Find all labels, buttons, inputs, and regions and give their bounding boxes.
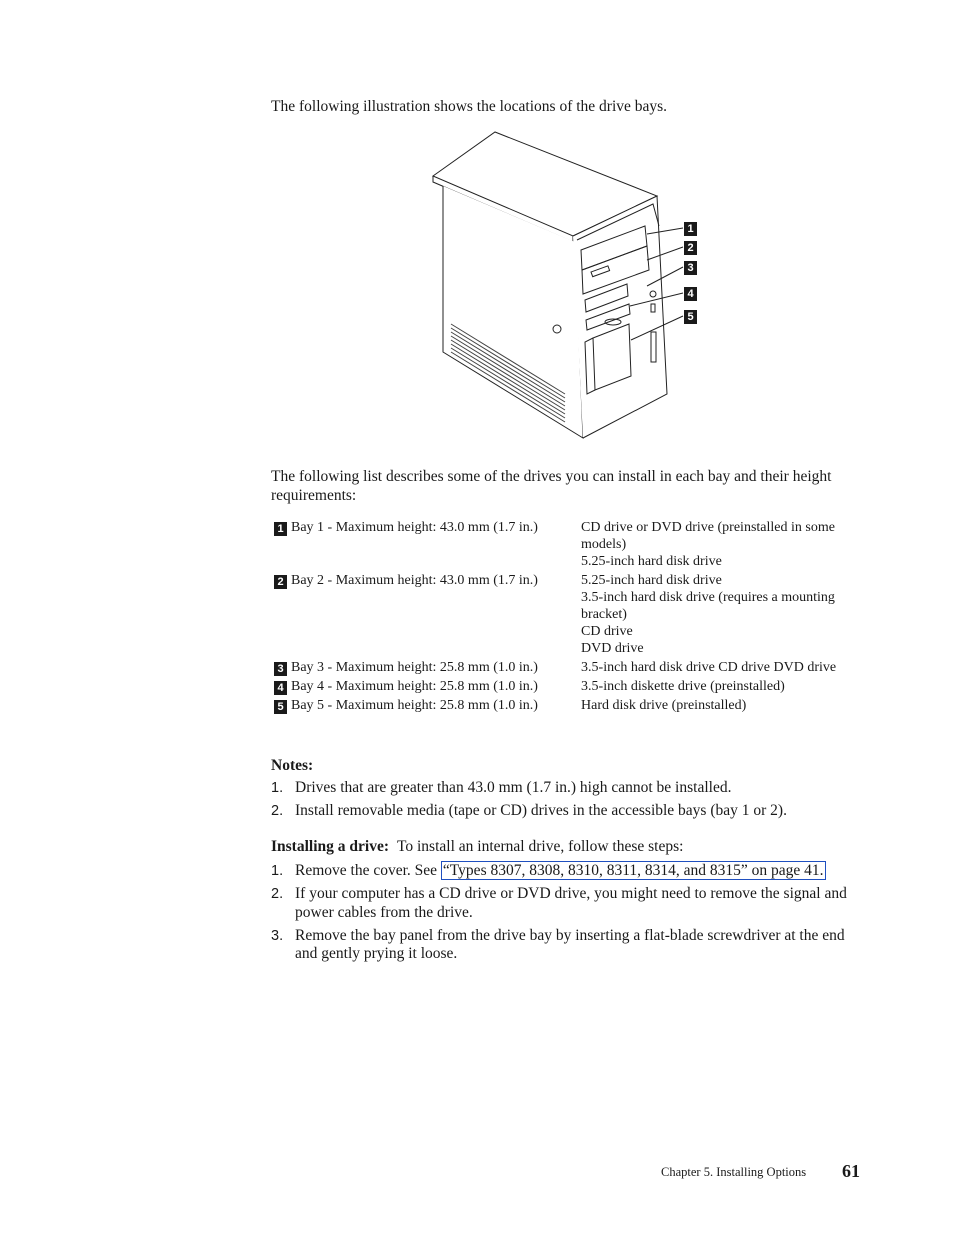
step-text: Remove the bay panel from the drive bay by inserting a flat-blade screwdriver at the end and gently prying it loose. xyxy=(295,926,845,962)
note-text: Drives that are greater than 43.0 mm (1.7 in.) high cannot be installed. xyxy=(295,779,732,796)
bay-label: Bay 3 - Maximum height: 25.8 mm (1.0 in.) xyxy=(291,660,538,675)
bay-label: Bay 2 - Maximum height: 43.0 mm (1.7 in.) xyxy=(291,573,538,588)
list-number: 1. xyxy=(271,863,284,879)
list-number: 1. xyxy=(271,780,284,796)
list-intro-text: The following list describes some of the drives you can install in each bay and their height requirements: xyxy=(271,468,832,504)
list-item xyxy=(271,862,856,881)
list-number: 3. xyxy=(271,927,284,944)
drive-bays-illustration xyxy=(425,126,705,446)
bay-label: Bay 1 - Maximum height: 43.0 mm (1.7 in.) xyxy=(291,520,538,535)
list-number: 2. xyxy=(271,803,284,819)
drive-option: DVD drive xyxy=(581,641,644,656)
callout-2: 2 xyxy=(684,241,697,255)
callout-4: 4 xyxy=(684,287,697,301)
table-row xyxy=(274,519,854,572)
drive-option: 5.25-inch hard disk drive xyxy=(581,554,722,569)
notes-list xyxy=(271,779,856,825)
list-number: 2. xyxy=(271,886,284,902)
list-item xyxy=(271,779,856,798)
table-row xyxy=(274,678,854,697)
table-row xyxy=(274,572,854,659)
cross-reference-link[interactable]: “Types 8307, 8308, 8310, 8311, 8314, and 8315” on page 41. xyxy=(442,862,824,879)
bay-callout: 4 xyxy=(274,681,287,695)
table-row xyxy=(274,659,854,678)
bay-callout: 2 xyxy=(274,575,287,589)
notes-heading: Notes: xyxy=(271,757,314,774)
drive-option: 3.5-inch hard disk drive CD drive DVD drive xyxy=(581,660,837,675)
table-row xyxy=(274,697,854,716)
drive-option: 5.25-inch hard disk drive xyxy=(581,573,722,588)
list-item xyxy=(271,927,856,964)
step-text: If your computer has a CD drive or DVD drive, you might need to remove the signal and power cables from the drive. xyxy=(295,885,847,921)
computer-tower-drawing xyxy=(425,126,705,446)
installing-text: To install an internal drive, follow these steps: xyxy=(396,838,684,855)
bay-callout: 5 xyxy=(274,700,287,714)
drive-option: CD drive xyxy=(581,624,633,639)
callout-3: 3 xyxy=(684,261,697,275)
bay-label: Bay 5 - Maximum height: 25.8 mm (1.0 in.) xyxy=(291,698,538,713)
drive-option: Hard disk drive (preinstalled) xyxy=(581,698,747,713)
drive-bay-table xyxy=(274,519,854,716)
footer-chapter: Chapter 5. Installing Options xyxy=(661,1165,807,1179)
install-steps-list xyxy=(271,862,856,968)
drive-option: 3.5-inch diskette drive (preinstalled) xyxy=(581,679,785,694)
page-number: 61 xyxy=(842,1161,860,1181)
step-text: Remove the cover. See xyxy=(295,862,441,879)
drive-option: CD drive or DVD drive (preinstalled in some models) xyxy=(581,520,835,552)
bay-callout: 3 xyxy=(274,662,287,676)
drive-option: 3.5-inch hard disk drive (requires a mounting bracket) xyxy=(581,590,835,622)
installing-paragraph xyxy=(271,838,683,856)
installing-lead: Installing a drive: xyxy=(271,838,389,855)
note-text: Install removable media (tape or CD) drives in the accessible bays (bay 1 or 2). xyxy=(295,802,787,819)
callout-5: 5 xyxy=(684,310,697,324)
list-item xyxy=(271,885,856,922)
bay-callout: 1 xyxy=(274,522,287,536)
callout-1: 1 xyxy=(684,222,697,236)
intro-text: The following illustration shows the locations of the drive bays. xyxy=(271,98,668,115)
list-item xyxy=(271,802,856,821)
bay-label: Bay 4 - Maximum height: 25.8 mm (1.0 in.) xyxy=(291,679,538,694)
